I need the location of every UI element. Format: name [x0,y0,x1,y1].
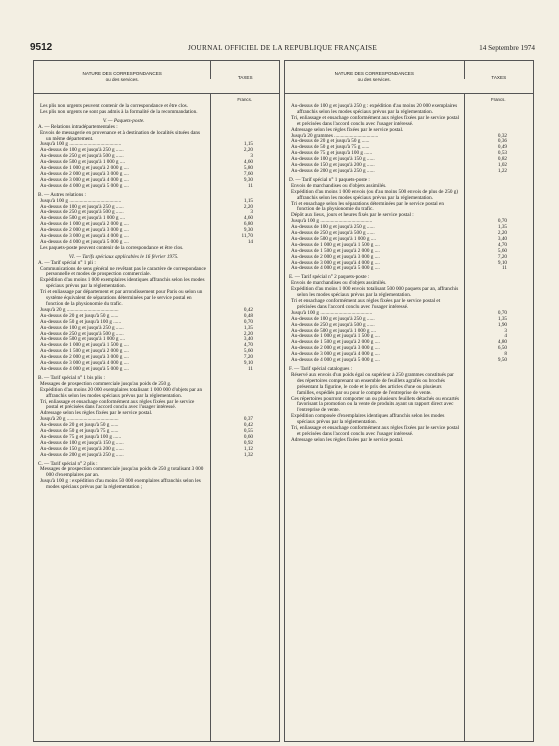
rate-value: 3 [250,153,253,160]
row-text: Au-dessus de 100 g et jusqu'à 250 g ...... [40,324,124,331]
row-text: Au-dessus de 75 g et jusqu'à 100 g ...... [40,433,122,440]
row-text: B. — Autres relations : [38,191,86,198]
rate-value: 3 [250,209,253,216]
rate-value: 0,37 [243,416,253,423]
row-text: Au-dessus de 2 000 g et jusqu'à 3 000 g .... [40,227,129,234]
row-text: Au-dessus de 200 g et jusqu'à 250 g ...... [40,451,124,458]
rate-value: 1,15 [243,197,253,204]
row-text: Au-dessus de 500 g et jusqu'à 1 000 g .... [40,215,125,222]
rate-value: 3,40 [497,235,507,242]
row-text: Au-dessus de 1 000 g et jusqu'à 2 000 g .... [40,221,129,228]
text-paragraph [285,397,533,415]
rate-value: 4,60 [243,215,253,222]
row-text: Au-dessus de 2 000 g et jusqu'à 3 000 g .... [291,253,380,260]
right-column-body [285,104,533,444]
row-text: Jusqu'à 100 g ........................................ [291,218,373,225]
row-text: Tri, enliassage et ensachage conformément aux règles fixées par le service postal et précisées dans l'accord conclu avec l'usager intéressé. [291,114,460,127]
row-text: Au-dessus de 100 g et jusqu'à 250 g ...... [291,315,375,322]
rate-value: 1,22 [497,167,507,174]
journal-title: JOURNAL OFFICIEL DE LA REPUBLIQUE FRANÇAISE [187,44,378,52]
rate-value: 0,82 [497,156,507,163]
row-text: Au-dessus de 1 500 g et jusqu'à 2 000 g .... [291,247,380,254]
text-paragraph [34,290,279,308]
nature-header: NATURE DES CORRESPONDANCES ou des services. [334,71,414,82]
row-text: Au-dessus de 1 000 g et jusqu'à 1 500 g .... [291,241,380,248]
row-text: Expédition d'au moins 1 000 envois totalisant 500 000 paquets par an, affranchis selon les modes spéciaux prévus par la réglementation. [291,286,459,299]
rate-row [34,367,279,373]
row-text: Au-dessus de 75 g et jusqu'à 100 g ...... [291,150,373,157]
row-text: Au-dessus de 250 g et jusqu'à 500 g ...... [291,321,375,328]
row-text: Expédition composée d'exemplaires identiques affranchis selon les modes spéciaux prévus par la réglementation. [291,413,445,426]
page-number: 9512 [30,42,53,53]
row-text: Au-dessus de 1 500 g et jusqu'à 2 000 g .... [40,348,129,355]
left-column-body [34,104,279,491]
left-table [33,60,280,742]
rate-value: 9,30 [243,227,253,234]
rate-value: 0,92 [243,439,253,446]
row-text: Au-dessus de 4 000 g et jusqu'à 5 000 g .... [291,265,380,272]
row-text: Envois de messagerie en provenance et à destination de localités situées dans un même département. [40,129,201,142]
row-text: Au-dessus de 2 000 g et jusqu'à 3 000 g .... [40,170,129,177]
rate-value: 2,20 [243,330,253,337]
rate-value: 5,80 [243,165,253,172]
row-text: Au-dessus de 100 g et jusqu'à 150 g ...... [291,156,375,163]
table-header [34,61,279,94]
text-paragraph [34,246,279,252]
rate-row [285,169,533,175]
rate-value: 0,53 [497,150,507,157]
rate-value: 0,60 [243,433,253,440]
row-text: Tri, enliassage et ensachage conformément aux règles fixées par le service postal et précisées dans l'accord conclu avec l'usager intéressé. [40,398,195,411]
row-text: Ces répertoires pourront comporter un ou plusieurs feuillets détachés ou encartés favorisant la promotion ou la vente de produits ayant un rapport direct avec l'entreprise de vente. [291,395,459,414]
text-paragraph [285,373,533,397]
row-text: Au-dessus de 100 g et jusqu'à 250 g ...... [291,224,375,231]
issue-date: 14 Septembre 1974 [479,44,535,52]
unit-label: Francs. [490,97,506,102]
row-text: VI. — Tarifs spéciaux applicables le 16 février 1975. [68,253,179,260]
rate-value: 1,35 [243,324,253,331]
row-text: Au-dessus de 200 g et jusqu'à 250 g ...... [291,167,375,174]
rate-value: 0,42 [243,422,253,429]
row-text: Envois de marchandises ou d'objets assimilés. [291,182,387,189]
row-text: Au-dessus de 4 000 g et jusqu'à 5 000 g .... [40,238,129,245]
row-text: Jusqu'à 20 g ........................................ [40,416,119,423]
row-text: Au-dessus de 1 000 g et jusqu'à 1 500 g .... [40,342,129,349]
row-text: Adressage selon les règles fixées par le service postal. [40,410,153,417]
rate-value: 4,70 [497,241,507,248]
row-text: Au-dessus de 3 000 g et jusqu'à 4 000 g .... [40,360,129,367]
rate-value: 0,70 [243,318,253,325]
row-text: A. — Tarif spécial n° 1 pli : [38,259,96,266]
rate-value: 0,48 [243,312,253,319]
row-text: Au-dessus de 3 000 g et jusqu'à 4 000 g .... [40,233,129,240]
row-text: Les paquets-poste peuvent contenir de la correspondance et être clos. [40,244,184,251]
text-paragraph [34,388,279,400]
row-text: Au-dessus de 1 000 g et jusqu'à 2 000 g .... [40,165,129,172]
row-text: Expédition d'au moins 20 000 exemplaires totalisant 1 000 000 d'objets par an affranchis selon les modes spéciaux prévus par la réglementation. [40,386,203,399]
row-text: B. — Tarif spécial n° 1 bis plis : [38,374,105,381]
rate-value: 1,15 [243,141,253,148]
rate-row [34,453,279,459]
row-text: Jusqu'à 100 g ........................................ [40,197,122,204]
rate-value: 11 [502,265,507,272]
row-text: F. — Tarif spécial catalogues : [289,365,353,372]
row-text: Au-dessus de 500 g et jusqu'à 1 000 g .... [291,327,376,334]
rate-value: 2,20 [243,147,253,154]
row-text: Au-dessus de 3 000 g et jusqu'à 4 000 g .... [291,259,380,266]
rate-value: 5,60 [497,247,507,254]
rate-value: 1,12 [243,445,253,452]
row-text: Adressage selon les règles fixées par le service postal. [291,436,404,443]
row-text: Au-dessus de 100 g et jusqu'à 250 g ...... [40,203,124,210]
row-text: Expédition d'au moins 1 000 envois (ou d'au moins 500 envois de plus de 250 g) affranchis selon les modes spéciaux prévus par la réglementation. [291,188,459,201]
rate-value: 1,35 [497,224,507,231]
rate-value: 0,70 [497,218,507,225]
text-paragraph [285,190,533,202]
row-text: Au-dessus de 100 g et jusqu'à 250 g ...... [40,147,124,154]
text-paragraph [34,110,279,116]
nature-header: NATURE DES CORRESPONDANCES ou des services. [82,71,162,82]
row-text: Tri et ensachage selon les séparations déterminées par le service postal en fonction de la physionomie du trafic. [291,200,444,213]
rate-value: 14 [247,238,253,245]
row-text: Dépôt aux lieux, jours et heures fixés par le service postal : [291,212,414,219]
rate-value: 4,70 [243,342,253,349]
row-text: Les plis non urgents ne sont pas admis à la formalité de la recommandation. [40,108,198,115]
rate-value: 9,50 [497,357,507,364]
row-text: Jusqu'à 100 g : expédition d'au moins 50 000 exemplaires affranchis selon les modes spéciaux prévus par la réglementation ; [40,478,201,491]
right-table [284,60,534,742]
row-text: A. — Relations intradépartementales : [38,123,118,130]
row-text: Au-dessus de 1 000 g et jusqu'à 1 500 g .... [291,333,380,340]
row-text: Jusqu'à 100 g ........................................ [40,141,122,148]
text-paragraph [285,438,533,444]
row-text: Communications de sens général ne revêtant pas le caractère de correspondance personnelle et modes de prospection commerciale. [40,265,206,278]
rate-value: 1,90 [497,321,507,328]
rate-value: 0,49 [497,144,507,151]
rate-value: 3 [504,327,507,334]
row-text: Réservé aux envois d'un poids égal ou supérieur à 250 grammes constitués par des répertoires comprenant un ensemble de feuillets agrafés ou brochés présentant la figurine, le code et le prix des articles d'une ou plusieurs familles, expédiés par ou pour le compte de l'entreprise de vente. [291,371,454,396]
rate-value: 9,10 [497,259,507,266]
row-text: Tri, enliassage et ensachage conformément aux règles fixées par le service postal et précisées dans l'accord conclu avec l'usager intéressé. [291,425,460,437]
rate-value: 7,60 [243,170,253,177]
row-text: Messages de prospection commerciale jusqu'au poids de 250 g. [40,380,172,387]
row-text: Au-dessus de 250 g et jusqu'à 500 g ...... [40,330,124,337]
rate-value: 7,20 [243,354,253,361]
rate-row [285,358,533,364]
row-text: Au-dessus de 50 g et jusqu'à 75 g ...... [291,144,370,151]
row-text: Au-dessus de 150 g et jusqu'à 200 g ...... [291,162,375,169]
rate-value: 6,80 [243,221,253,228]
table-header [285,61,533,94]
row-text: V. — Paquets-poste. [102,117,145,124]
rate-value: 1,02 [497,162,507,169]
row-text: Au-dessus de 100 g et jusqu'à 150 g ...... [40,439,124,446]
row-text: E. — Tarif spécial n° 2 paquets-poste : [289,274,370,281]
row-text: Adressage selon les règles fixées par le service postal. [291,126,404,133]
rate-value: 7,20 [497,253,507,260]
rate-value: 6,50 [497,345,507,352]
rate-value: 0,32 [497,132,507,139]
row-text: Au-dessus de 50 g et jusqu'à 75 g ...... [40,428,119,435]
rate-value: 4,80 [497,339,507,346]
row-text: Au-dessus de 250 g et jusqu'à 500 g ...... [40,209,124,216]
taxes-header: TAXES [464,61,533,79]
row-text: D. — Tarif spécial n° 1 paquets-poste : [289,176,370,183]
row-text: Au-dessus de 2 000 g et jusqu'à 3 000 g .... [291,345,380,352]
row-text: Tri et ensachage conformément aux règles fixées par le service postal et précisées dans l'accord conclu avec l'usager intéressé. [291,298,441,310]
text-paragraph [285,116,533,128]
row-text: Au-dessus de 100 g et jusqu'à 250 g : expédition d'au moins 20 000 exemplaires affranchis selon les modes spéciaux prévus par la réglementation. [291,103,458,115]
rate-value: 2,20 [497,230,507,237]
rate-value: 11 [248,182,253,189]
text-paragraph [34,479,279,491]
row-text: Au-dessus de 150 g et jusqu'à 200 g ...... [40,445,124,452]
rate-value: 11,70 [241,233,253,240]
row-text: C. — Tarif spécial n° 2 plis : [38,460,98,467]
rate-value: 2,20 [243,203,253,210]
rate-value: 4,60 [243,159,253,166]
row-text: Au-dessus de 50 g et jusqu'à 100 g ...... [40,318,122,325]
row-text: Au-dessus de 500 g et jusqu'à 1 000 g .... [40,336,125,343]
rate-row [285,266,533,272]
rate-row [34,184,279,190]
rate-value: 5,60 [243,348,253,355]
row-text: Au-dessus de 2 000 g et jusqu'à 3 000 g .... [40,354,129,361]
row-text: Au-dessus de 4 000 g et jusqu'à 5 000 g .... [291,357,380,364]
row-text: Au-dessus de 4 000 g et jusqu'à 5 000 g .... [40,182,129,189]
rate-value: 8 [504,351,507,358]
row-text: Jusqu'à 20 g ........................................ [40,306,119,313]
row-text: Jusqu'à 100 g ........................................ [291,309,373,316]
row-text: Messages de prospection commerciale jusqu'au poids de 250 g totalisant 3 000 000 d'exemplaires par an. [40,466,204,479]
row-text: Au-dessus de 500 g et jusqu'à 1 000 g .... [40,159,125,166]
rate-value: 9,30 [243,176,253,183]
row-text: Au-dessus de 3 000 g et jusqu'à 4 000 g .... [291,351,380,358]
row-text: Expédition d'au moins 1 000 exemplaires identiques affranchis selon les modes spéciaux prévus par la réglementation. [40,277,205,290]
row-text: Au-dessus de 20 g et jusqu'à 50 g ...... [40,312,119,319]
rate-value: 3,40 [243,336,253,343]
rate-value: 0,55 [243,428,253,435]
rate-value: 9,10 [243,360,253,367]
rate-value: 0,42 [243,306,253,313]
row-text: Les plis non urgents peuvent contenir de la correspondance et être clos. [40,103,188,109]
row-text: Envois de marchandises ou d'objets assimilés. [291,280,387,287]
rate-value: 1,32 [243,451,253,458]
row-text: Au-dessus de 1 500 g et jusqu'à 2 000 g .... [291,339,380,346]
rate-value: 0,70 [497,309,507,316]
row-text: Au-dessus de 250 g et jusqu'à 500 g ...... [40,153,124,160]
row-text: Tri et enliassage par département et par arrondissement pour Paris ou selon un système équivalent de séparations déterminées par le service postal en fonction de la physionomie du trafic. [40,289,203,307]
row-text: Au-dessus de 4 000 g et jusqu'à 5 000 g .... [40,365,129,372]
row-text: Jusqu'à 20 grammes .................................. [291,132,379,139]
rate-value: 1,35 [497,315,507,322]
row-text: Au-dessus de 250 g et jusqu'à 500 g ...... [291,230,375,237]
taxes-header: TAXES [210,61,279,79]
unit-label: Francs. [237,97,253,102]
row-text: Au-dessus de 500 g et jusqu'à 1 000 g .... [291,235,376,242]
row-text: Au-dessus de 3 000 g et jusqu'à 4 000 g .... [40,176,129,183]
page-header [30,44,535,56]
rate-value: 4 [504,333,507,340]
row-text: Au-dessus de 20 g et jusqu'à 50 g ...... [40,422,119,429]
rate-value: 0,36 [497,138,507,145]
rate-value: 11 [248,365,253,372]
row-text: Au-dessus de 20 g et jusqu'à 50 g ...... [291,138,370,145]
